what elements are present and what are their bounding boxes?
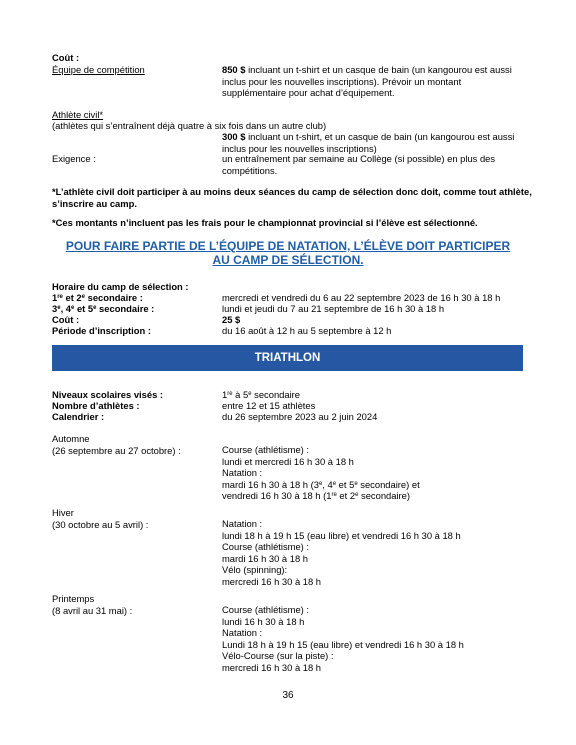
civil-athlete-note: (athlètes qui s’entraînent déjà quatre à six fois dans un autre club) [52, 120, 327, 131]
line-sup: e [318, 480, 323, 487]
triathlon-banner: TRIATHLON [52, 345, 523, 371]
winter-label: Hiver [52, 507, 74, 518]
spring-line-4: Lundi 18 h à 19 h 15 (eau libre) et vendredi 16 h 30 à 18 h [222, 638, 464, 650]
note-fees: *Ces montants n’incluent pas les frais pour le championnat provincial si l’élève est sélectionné. [52, 217, 478, 228]
line-part: mardi 16 h 30 à 18 h (3 [222, 478, 319, 490]
selection-row1-label [52, 292, 143, 304]
autumn-dates: (26 septembre au 27 octobre) : [52, 444, 181, 456]
line-sup: re [331, 492, 337, 498]
selection-camp-heading: Horaire du camp de sélection : [52, 281, 189, 292]
note-1-line-1: *L’athlète civil doit participer à au moins deux séances du camp de sélection donc doit, comme tout athlète, [52, 186, 532, 197]
selection-row1-value: mercredi et vendredi du 6 au 22 septembre 2023 de 16 h 30 à 18 h [222, 292, 501, 303]
spring-label: Printemps [52, 593, 95, 604]
swim-notice-line-2: AU CAMP DE SÉLECTION. [212, 253, 364, 267]
autumn-line-5 [222, 490, 410, 501]
registration-value: du 16 août à 12 h au 5 septembre à 12 h [222, 325, 392, 336]
page-number: 36 [282, 690, 294, 701]
spring-schedule [222, 604, 464, 673]
athletes-value: entre 12 et 15 athlètes [222, 400, 316, 411]
competition-team-desc-3: supplémentaire pour achat d’équipement. [222, 87, 395, 98]
winter-line-3: Course (athlétisme) : [222, 541, 310, 552]
winter-line-1: Natation : [222, 518, 263, 529]
swim-notice-line-1: POUR FAIRE PARTIE DE L’ÉQUIPE DE NATATION, L’ÉLÈVE DOIT PARTICIPER [65, 239, 511, 253]
winter-period [52, 507, 148, 530]
label-sup: e [93, 305, 97, 311]
civil-athlete-label: Athlète civil* [52, 109, 104, 120]
winter-schedule [222, 518, 461, 587]
value-part: à 5 [232, 389, 249, 400]
requirement-value [222, 153, 495, 176]
value-part: secondaire [251, 389, 301, 400]
autumn-line-4 [222, 479, 420, 490]
spring-line-2: lundi 16 h 30 à 18 h [222, 615, 305, 627]
value-sup: e [248, 391, 252, 397]
cost-heading: Coût : [52, 52, 80, 63]
spring-line-3: Natation : [222, 627, 263, 638]
spring-line-5: Vélo-Course (sur la piste) : [222, 650, 334, 661]
value-sup: re [227, 391, 233, 397]
athletes-label: Nombre d’athlètes : [52, 400, 140, 411]
civil-athlete-desc-2: inclus pour les nouvelles inscriptions) [222, 142, 377, 154]
swim-notice [40, 239, 536, 267]
selection-row2-label [52, 303, 154, 315]
registration-label: Période d’inscription : [52, 325, 151, 336]
line-part: secondaire) et [357, 478, 420, 490]
civil-athlete-description [222, 131, 514, 154]
requirement-line-1: un entraînement par semaine au Collège (si possible) en plus des [222, 153, 496, 164]
line-part: vendredi 16 h 30 à 18 h (1 [222, 490, 332, 501]
label-sup: e [71, 305, 75, 311]
label-part: et 2 [62, 292, 82, 303]
competition-team-desc-1: incluant un t-shirt et un casque de bain (un kangourou est aussi [245, 64, 512, 75]
autumn-line-3: Natation : [222, 467, 263, 478]
civil-athlete-desc-1: incluant un t-shirt, et un casque de bain (un kangourou est aussi [245, 131, 515, 142]
label-sup: e [57, 305, 61, 311]
spring-line-1: Course (athlétisme) : [222, 604, 310, 615]
label-part: 3 [52, 303, 58, 314]
autumn-line-2: lundi et mercredi 16 h 30 à 18 h [222, 455, 354, 467]
levels-value [222, 389, 300, 401]
winter-line-5: Vélo (spinning): [222, 564, 288, 575]
autumn-period [52, 433, 181, 456]
line-sup: e [355, 492, 359, 498]
label-part: , 4 [60, 303, 71, 314]
competition-team-description [222, 64, 512, 99]
selection-cost-label: Coût : [52, 314, 80, 325]
autumn-line-1: Course (athlétisme) : [222, 444, 310, 455]
requirement-label: Exigence : [52, 153, 96, 164]
autumn-label: Automne [52, 433, 90, 444]
spring-line-6: mercredi 16 h 30 à 18 h [222, 661, 322, 673]
label-part: 1 [52, 292, 58, 303]
line-sup: e [354, 480, 358, 487]
note-civil-athlete [52, 186, 532, 209]
note-1-line-2: s’inscrire au camp. [52, 197, 137, 209]
competition-team-amount: 850 $ [222, 64, 246, 75]
label-part: secondaire : [96, 303, 155, 314]
autumn-schedule [222, 444, 420, 502]
competition-team-desc-2: inclus pour les nouvelles inscriptions). Prévoir un montant [222, 75, 462, 87]
label-sup: e [81, 294, 85, 300]
label-part: secondaire : [85, 292, 143, 303]
winter-line-6: mercredi 16 h 30 à 18 h [222, 575, 322, 587]
value-part: 1 [222, 389, 228, 400]
line-part: et 5 [336, 478, 355, 490]
line-part: secondaire) [358, 490, 410, 501]
selection-cost-value: 25 $ [222, 314, 241, 325]
winter-line-4: mardi 16 h 30 à 18 h [222, 552, 308, 564]
winter-line-2: lundi 18 h à 19 h 15 (eau libre) et vendredi 16 h 30 à 18 h [222, 529, 461, 541]
calendar-label: Calendrier : [52, 411, 105, 422]
spring-period [52, 593, 132, 616]
line-part: , 4 [322, 478, 333, 490]
requirement-line-2: compétitions. [222, 164, 278, 176]
spring-dates: (8 avril au 31 mai) : [52, 604, 133, 616]
line-part: et 2 [336, 490, 356, 501]
competition-team-label: Équipe de compétition [52, 64, 145, 75]
levels-label: Niveaux scolaires visés : [52, 389, 164, 400]
calendar-value: du 26 septembre 2023 au 2 juin 2024 [222, 411, 378, 422]
selection-row2-value: lundi et jeudi du 7 au 21 septembre de 16 h 30 à 18 h [222, 303, 445, 314]
line-sup: e [332, 480, 337, 487]
label-sup: re [57, 294, 63, 300]
civil-athlete-amount: 300 $ [222, 131, 246, 142]
winter-dates: (30 octobre au 5 avril) : [52, 518, 149, 530]
label-part: et 5 [74, 303, 94, 314]
